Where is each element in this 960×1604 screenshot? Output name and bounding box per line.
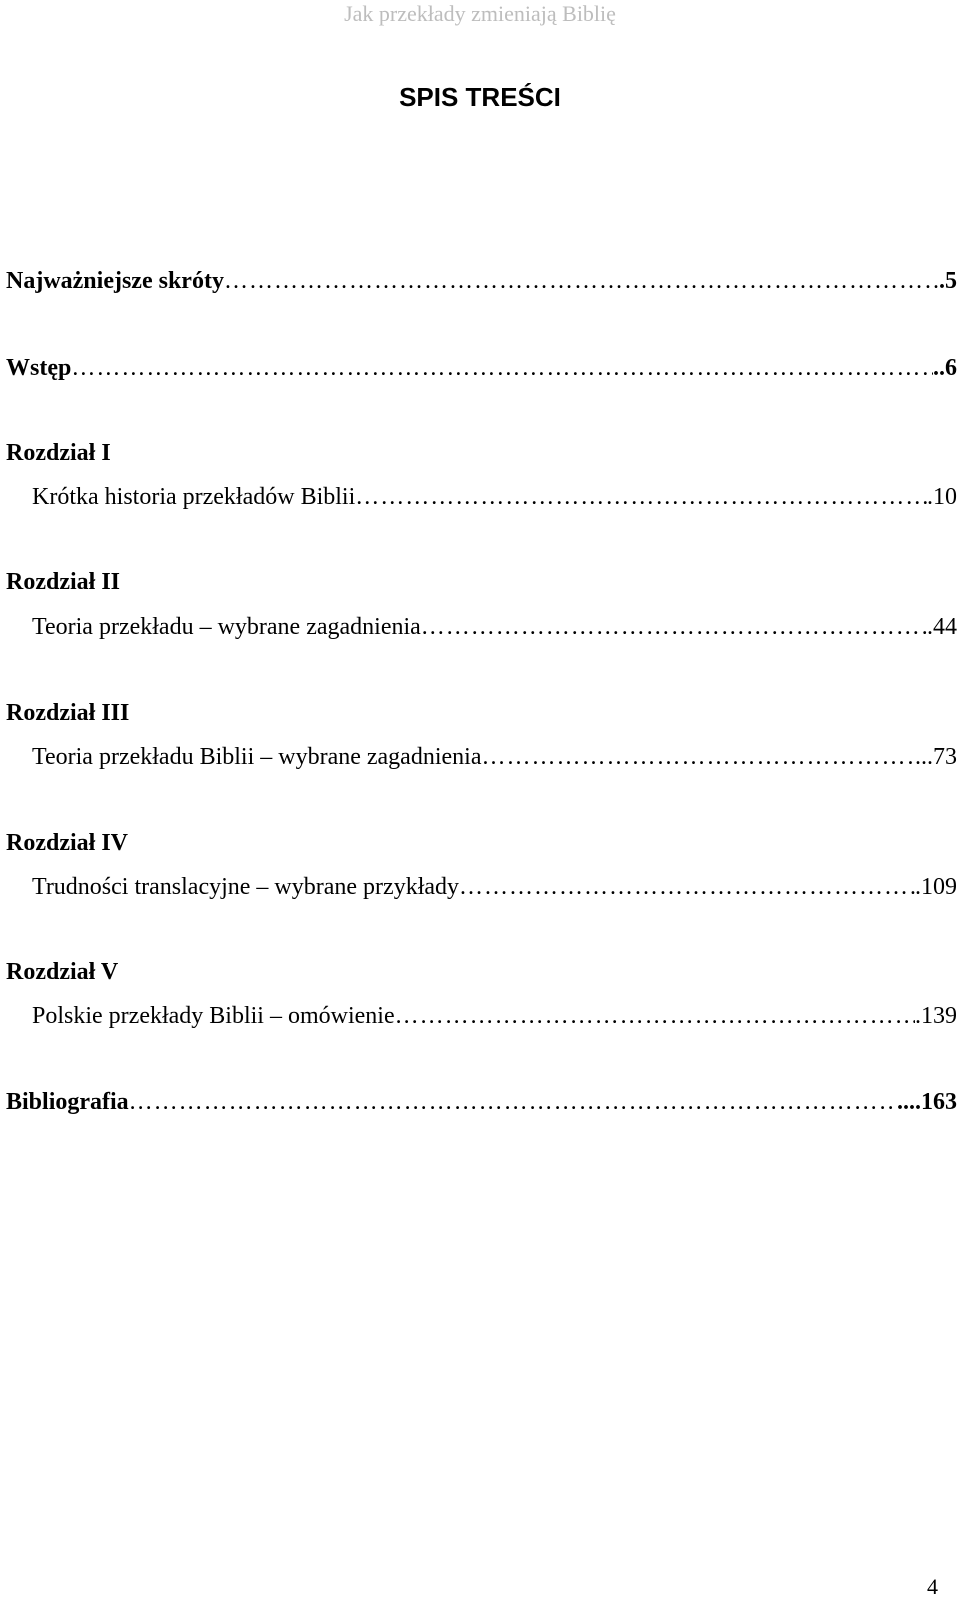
dot-leader (459, 872, 915, 902)
dot-leader (395, 1001, 915, 1031)
dot-leader (129, 1087, 897, 1117)
chapter-heading-2: Rozdział II (6, 569, 120, 595)
toc-entry-label: Teoria przekładu Biblii – wybrane zagadnienia (32, 744, 482, 770)
toc-entry-label: Trudności translacyjne – wybrane przykłady (32, 874, 460, 900)
toc-entry-label: Teoria przekładu – wybrane zagadnienia (32, 614, 421, 640)
toc-entry-chapter-2[interactable] (32, 612, 957, 642)
chapter-heading-4: Rozdział IV (6, 830, 128, 856)
toc-entry-page: .44 (927, 614, 957, 640)
toc-entry-label: Krótka historia przekładów Biblii (32, 484, 356, 510)
toc-entry-label: Najważniejsze skróty (6, 268, 224, 294)
page-number: 4 (927, 1574, 938, 1599)
chapter-heading-5: Rozdział V (6, 959, 119, 985)
toc-entry-page: .139 (915, 1003, 957, 1029)
toc-entry-introduction[interactable] (6, 353, 957, 383)
toc-entry-chapter-4[interactable] (32, 872, 957, 902)
dot-leader (421, 612, 927, 642)
page-title: SPIS TREŚCI (399, 82, 561, 112)
toc-entry-chapter-3[interactable] (32, 742, 957, 772)
toc-entry-page: ..6 (933, 355, 957, 381)
toc-entry-page: ...73 (915, 744, 957, 770)
toc-entry-label: Polskie przekłady Biblii – omówienie (32, 1003, 395, 1029)
toc-entry-page: ....163 (897, 1089, 957, 1115)
chapter-heading-3: Rozdział III (6, 700, 130, 726)
toc-entry-page: .5 (939, 268, 957, 294)
running-header: Jak przekłady zmieniają Biblię (344, 1, 616, 26)
toc-entry-label: Bibliografia (6, 1089, 129, 1115)
dot-leader (224, 266, 939, 296)
toc-entry-bibliography[interactable] (6, 1087, 957, 1117)
toc-entry-chapter-1[interactable] (32, 482, 957, 512)
dot-leader (481, 742, 915, 772)
toc-entry-page: .10 (927, 484, 957, 510)
toc-entry-page: .109 (915, 874, 957, 900)
toc-entry-label: Wstęp (6, 355, 72, 381)
toc-entry-chapter-5[interactable] (32, 1001, 957, 1031)
dot-leader (355, 482, 927, 512)
toc-entry-abbreviations[interactable] (6, 266, 957, 296)
chapter-heading-1: Rozdział I (6, 440, 111, 466)
dot-leader (71, 353, 933, 383)
